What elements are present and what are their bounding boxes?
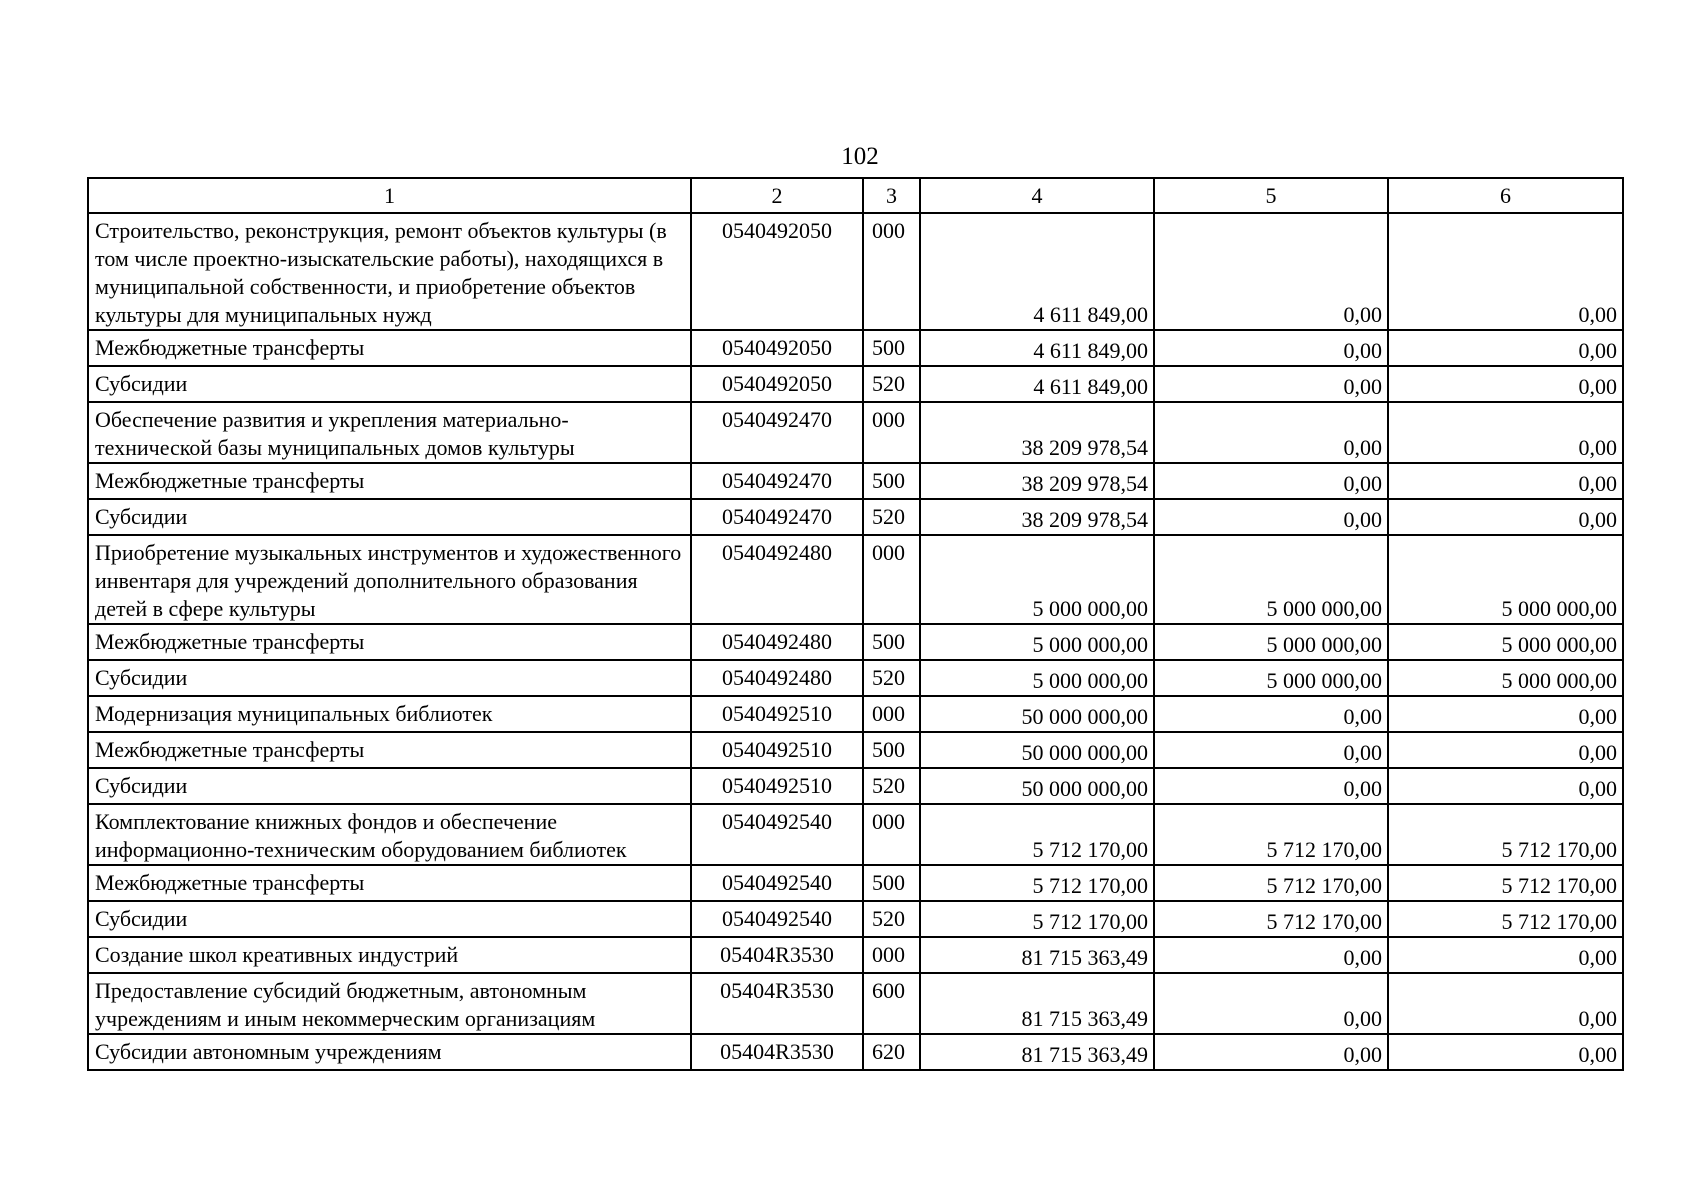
row-expense-type: 500 xyxy=(863,463,920,499)
row-expense-type: 500 xyxy=(863,865,920,901)
row-name: Межбюджетные трансферты xyxy=(88,624,691,660)
row-amount-col5: 0,00 xyxy=(1154,1034,1388,1070)
row-amount-col4: 81 715 363,49 xyxy=(920,937,1154,973)
row-expense-type: 000 xyxy=(863,804,920,865)
row-code: 05404R3530 xyxy=(691,1034,863,1070)
row-expense-type: 500 xyxy=(863,732,920,768)
row-amount-col6: 5 712 170,00 xyxy=(1388,804,1623,865)
table-row xyxy=(88,901,1623,937)
row-amount-col5: 0,00 xyxy=(1154,402,1388,463)
row-expense-type: 500 xyxy=(863,330,920,366)
row-name: Комплектование книжных фондов и обеспечение информационно-техническим оборудованием библиотек xyxy=(88,804,691,865)
row-amount-col5: 0,00 xyxy=(1154,499,1388,535)
row-name: Субсидии xyxy=(88,660,691,696)
row-code: 0540492540 xyxy=(691,901,863,937)
row-expense-type: 620 xyxy=(863,1034,920,1070)
row-code: 05404R3530 xyxy=(691,937,863,973)
table-row xyxy=(88,1034,1623,1070)
table-row xyxy=(88,535,1623,624)
row-amount-col6: 0,00 xyxy=(1388,696,1623,732)
row-amount-col6: 5 712 170,00 xyxy=(1388,865,1623,901)
row-amount-col4: 4 611 849,00 xyxy=(920,330,1154,366)
row-name: Субсидии xyxy=(88,768,691,804)
row-expense-type: 000 xyxy=(863,937,920,973)
row-code: 0540492470 xyxy=(691,499,863,535)
row-name: Субсидии xyxy=(88,499,691,535)
row-code: 0540492050 xyxy=(691,366,863,402)
row-amount-col4: 50 000 000,00 xyxy=(920,768,1154,804)
row-amount-col5: 5 712 170,00 xyxy=(1154,901,1388,937)
row-amount-col6: 0,00 xyxy=(1388,213,1623,330)
row-amount-col6: 5 000 000,00 xyxy=(1388,660,1623,696)
row-code: 0540492050 xyxy=(691,330,863,366)
row-amount-col6: 0,00 xyxy=(1388,937,1623,973)
row-amount-col5: 5 000 000,00 xyxy=(1154,624,1388,660)
row-name: Межбюджетные трансферты xyxy=(88,463,691,499)
row-code: 0540492050 xyxy=(691,213,863,330)
row-expense-type: 000 xyxy=(863,402,920,463)
row-amount-col6: 0,00 xyxy=(1388,463,1623,499)
row-name: Создание школ креативных индустрий xyxy=(88,937,691,973)
row-name: Обеспечение развития и укрепления материально-технической базы муниципальных домов культуры xyxy=(88,402,691,463)
row-amount-col5: 5 000 000,00 xyxy=(1154,535,1388,624)
row-amount-col6: 5 000 000,00 xyxy=(1388,535,1623,624)
row-amount-col5: 0,00 xyxy=(1154,330,1388,366)
row-amount-col5: 5 000 000,00 xyxy=(1154,660,1388,696)
table-row xyxy=(88,804,1623,865)
row-amount-col5: 0,00 xyxy=(1154,732,1388,768)
row-code: 0540492510 xyxy=(691,768,863,804)
table-row xyxy=(88,732,1623,768)
table-row xyxy=(88,499,1623,535)
row-amount-col6: 0,00 xyxy=(1388,732,1623,768)
row-amount-col5: 0,00 xyxy=(1154,768,1388,804)
row-amount-col4: 5 712 170,00 xyxy=(920,804,1154,865)
table-header-row xyxy=(88,178,1623,213)
row-expense-type: 520 xyxy=(863,499,920,535)
table-row xyxy=(88,366,1623,402)
row-amount-col5: 0,00 xyxy=(1154,937,1388,973)
row-amount-col6: 5 000 000,00 xyxy=(1388,624,1623,660)
row-amount-col4: 38 209 978,54 xyxy=(920,499,1154,535)
row-amount-col5: 0,00 xyxy=(1154,973,1388,1034)
row-name: Модернизация муниципальных библиотек xyxy=(88,696,691,732)
row-code: 0540492510 xyxy=(691,732,863,768)
row-name: Межбюджетные трансферты xyxy=(88,865,691,901)
row-code: 0540492480 xyxy=(691,624,863,660)
row-name: Субсидии xyxy=(88,901,691,937)
table-row xyxy=(88,973,1623,1034)
row-amount-col6: 5 712 170,00 xyxy=(1388,901,1623,937)
row-amount-col5: 5 712 170,00 xyxy=(1154,865,1388,901)
row-expense-type: 000 xyxy=(863,535,920,624)
row-amount-col5: 0,00 xyxy=(1154,213,1388,330)
column-header: 2 xyxy=(691,178,863,213)
row-name: Субсидии автономным учреждениям xyxy=(88,1034,691,1070)
row-name: Межбюджетные трансферты xyxy=(88,732,691,768)
row-expense-type: 520 xyxy=(863,366,920,402)
row-code: 0540492470 xyxy=(691,402,863,463)
row-expense-type: 000 xyxy=(863,213,920,330)
row-amount-col4: 5 000 000,00 xyxy=(920,660,1154,696)
column-header: 5 xyxy=(1154,178,1388,213)
row-amount-col5: 0,00 xyxy=(1154,696,1388,732)
row-amount-col4: 4 611 849,00 xyxy=(920,213,1154,330)
row-code: 0540492480 xyxy=(691,660,863,696)
row-amount-col4: 5 000 000,00 xyxy=(920,624,1154,660)
row-expense-type: 000 xyxy=(863,696,920,732)
row-amount-col6: 0,00 xyxy=(1388,1034,1623,1070)
table-row xyxy=(88,768,1623,804)
row-amount-col6: 0,00 xyxy=(1388,330,1623,366)
row-expense-type: 600 xyxy=(863,973,920,1034)
row-amount-col4: 4 611 849,00 xyxy=(920,366,1154,402)
table-row xyxy=(88,937,1623,973)
table-row xyxy=(88,463,1623,499)
row-name: Межбюджетные трансферты xyxy=(88,330,691,366)
table-row xyxy=(88,696,1623,732)
page-number: 102 xyxy=(841,143,879,170)
row-code: 0540492540 xyxy=(691,865,863,901)
column-header: 1 xyxy=(88,178,691,213)
row-expense-type: 520 xyxy=(863,660,920,696)
row-amount-col5: 5 712 170,00 xyxy=(1154,804,1388,865)
row-amount-col4: 5 712 170,00 xyxy=(920,901,1154,937)
row-amount-col4: 81 715 363,49 xyxy=(920,973,1154,1034)
column-header: 4 xyxy=(920,178,1154,213)
row-amount-col5: 0,00 xyxy=(1154,366,1388,402)
table-row xyxy=(88,660,1623,696)
table-row xyxy=(88,865,1623,901)
row-code: 0540492470 xyxy=(691,463,863,499)
row-amount-col4: 50 000 000,00 xyxy=(920,696,1154,732)
row-amount-col4: 38 209 978,54 xyxy=(920,402,1154,463)
row-amount-col6: 0,00 xyxy=(1388,402,1623,463)
row-amount-col5: 0,00 xyxy=(1154,463,1388,499)
row-amount-col6: 0,00 xyxy=(1388,973,1623,1034)
row-amount-col6: 0,00 xyxy=(1388,499,1623,535)
row-code: 0540492510 xyxy=(691,696,863,732)
column-header: 6 xyxy=(1388,178,1623,213)
table-row xyxy=(88,330,1623,366)
budget-table xyxy=(87,177,1624,1071)
row-code: 0540492540 xyxy=(691,804,863,865)
row-name: Строительство, реконструкция, ремонт объектов культуры (в том числе проектно-изыскательские работы), находящихся в муниципальной собственности, и приобретение объектов культуры для муниципальных нужд xyxy=(88,213,691,330)
row-amount-col4: 5 000 000,00 xyxy=(920,535,1154,624)
row-amount-col4: 5 712 170,00 xyxy=(920,865,1154,901)
row-name: Субсидии xyxy=(88,366,691,402)
row-name: Предоставление субсидий бюджетным, автономным учреждениям и иным некоммерческим организациям xyxy=(88,973,691,1034)
table-row xyxy=(88,624,1623,660)
row-amount-col4: 50 000 000,00 xyxy=(920,732,1154,768)
row-expense-type: 520 xyxy=(863,768,920,804)
row-amount-col4: 81 715 363,49 xyxy=(920,1034,1154,1070)
table-row xyxy=(88,213,1623,330)
row-expense-type: 520 xyxy=(863,901,920,937)
row-amount-col6: 0,00 xyxy=(1388,768,1623,804)
row-amount-col4: 38 209 978,54 xyxy=(920,463,1154,499)
row-name: Приобретение музыкальных инструментов и художественного инвентаря для учреждений дополнительного образования детей в сфере культуры xyxy=(88,535,691,624)
row-expense-type: 500 xyxy=(863,624,920,660)
table-row xyxy=(88,402,1623,463)
column-header: 3 xyxy=(863,178,920,213)
row-code: 05404R3530 xyxy=(691,973,863,1034)
row-code: 0540492480 xyxy=(691,535,863,624)
row-amount-col6: 0,00 xyxy=(1388,366,1623,402)
